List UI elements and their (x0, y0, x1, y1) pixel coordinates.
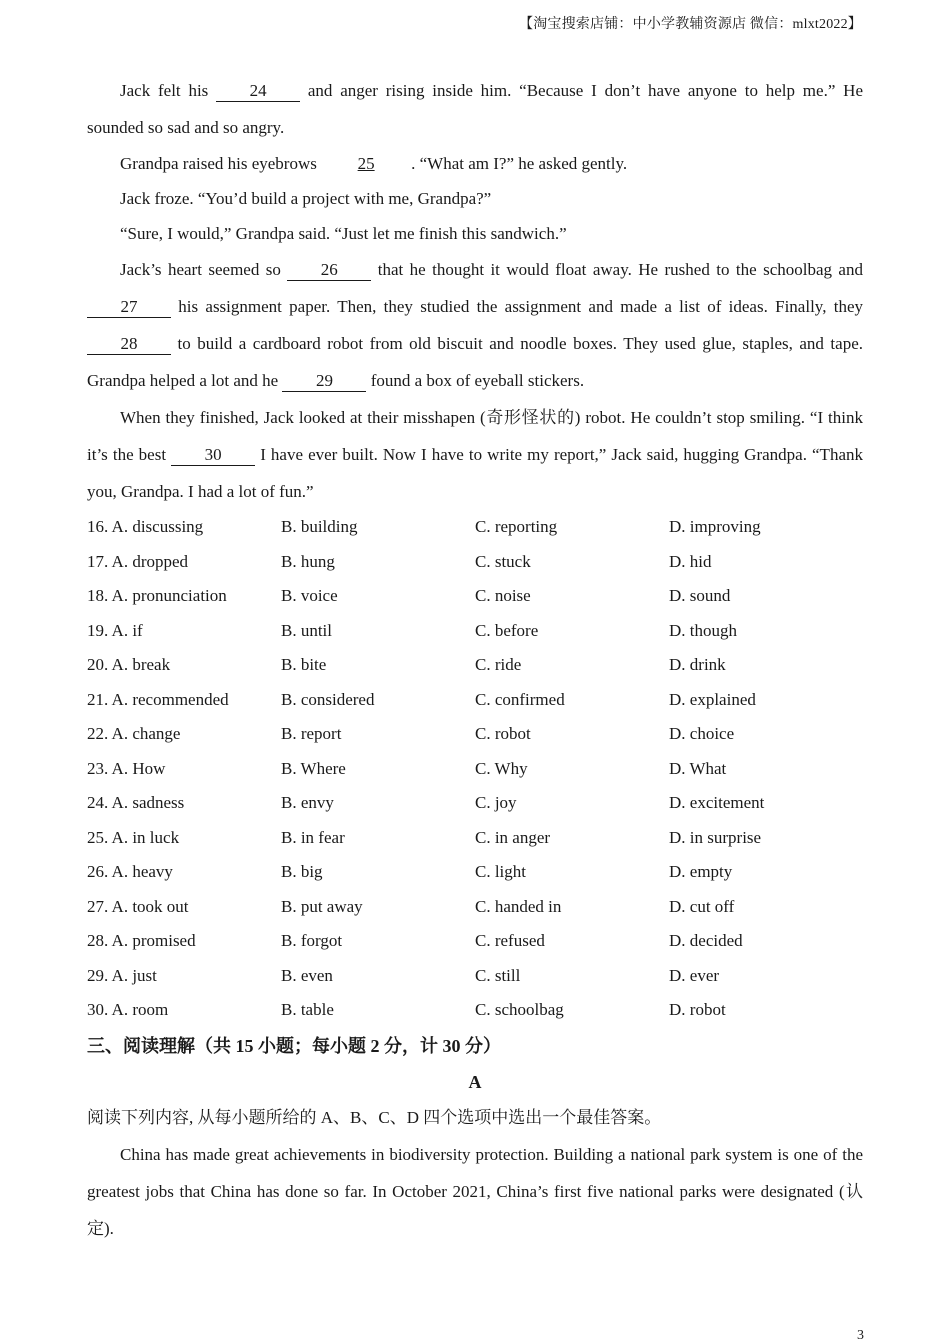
option-b: B. big (281, 862, 323, 881)
text-run: that he thought it would float away. He rushed to the schoolbag and (371, 260, 863, 279)
question-row (87, 959, 863, 994)
text-run: his assignment paper. Then, they studied the assignment and made a list of ideas. Finally, they (171, 297, 863, 316)
option-c: C. confirmed (475, 689, 565, 709)
option-d: D. hid (669, 551, 712, 571)
option-a: 23. A. How (87, 758, 166, 778)
text-run: to build a cardboard robot from old biscuit and noodle boxes. They used glue, staples, and tape. Grandpa helped a lot and he (87, 334, 863, 390)
option-d: D. cut off (669, 896, 735, 916)
text-run: and anger rising inside him. “Because I don’t have anyone to help me.” He sounded so sad and so angry. (87, 81, 863, 137)
option-a: 21. A. recommended (87, 689, 229, 709)
reading-paragraph: China has made great achievements in biodiversity protection. Building a national park system is one of the greatest jobs that China has done so far. In October 2021, China’s first five national parks were designated (认定). (87, 1144, 863, 1238)
question-row (87, 717, 863, 752)
passage-paragraph-3: Jack froze. “You’d build a project with me, Grandpa?” (120, 189, 492, 208)
question-row (87, 786, 863, 821)
blank-25: 25 (357, 154, 375, 173)
passage-paragraph-5 (87, 251, 863, 399)
text-run: Jack felt his (120, 81, 217, 100)
question-row (87, 510, 863, 545)
option-b: B. building (281, 517, 358, 536)
page-content (87, 72, 863, 1247)
option-c: C. Why (475, 758, 528, 778)
option-c: C. before (475, 620, 539, 640)
option-d: D. though (669, 620, 737, 640)
option-c: C. handed in (475, 896, 562, 916)
option-d: D. What (669, 758, 727, 778)
option-c: C. in anger (475, 827, 551, 847)
option-a: 24. A. sadness (87, 793, 185, 812)
option-b: B. put away (281, 896, 363, 916)
text-run: . “What am I?” he asked gently. (411, 154, 628, 173)
instruction-text: 阅读下列内容, 从每小题所给的 A、B、C、D 四个选项中选出一个最佳答案。 (87, 1107, 662, 1127)
option-c: C. light (475, 862, 527, 881)
option-a: 29. A. just (87, 965, 157, 985)
passage-paragraph-6 (87, 399, 863, 510)
question-row (87, 924, 863, 959)
option-c: C. still (475, 965, 521, 985)
passage-paragraph-4: “Sure, I would,” Grandpa said. “Just let me finish this sandwich.” (120, 224, 567, 243)
question-row (87, 648, 863, 683)
option-a: 18. A. pronunciation (87, 586, 227, 605)
option-d: D. improving (669, 517, 761, 536)
option-c: C. ride (475, 655, 522, 674)
text-run: When they finished, Jack looked at their misshapen (奇形怪状的) robot. He couldn’t stop smiling. “I think it’s the best (87, 408, 863, 464)
option-c: C. reporting (475, 517, 558, 536)
part-heading: A (468, 1071, 482, 1092)
option-d: D. in surprise (669, 827, 762, 847)
option-b: B. considered (281, 689, 375, 709)
question-row (87, 683, 863, 718)
option-a: 28. A. promised (87, 931, 196, 950)
option-a: 16. A. discussing (87, 517, 204, 536)
option-a: 22. A. change (87, 724, 181, 743)
option-d: D. robot (669, 1000, 726, 1019)
section-title: 三、阅读理解（共 15 小题；每小题 2 分，计 30 分） (87, 1035, 501, 1056)
option-c: C. schoolbag (475, 1000, 564, 1019)
option-d: D. decided (669, 931, 743, 950)
text-run: Grandpa raised his eyebrows (120, 154, 322, 173)
text-run: I have ever built. Now I have to write my report,” Jack said, hugging Grandpa. “Thank you, Grandpa. I had a lot of fun.” (87, 445, 863, 501)
blank-27: 27 (87, 297, 171, 318)
option-d: D. excitement (669, 793, 765, 812)
option-d: D. empty (669, 862, 733, 881)
passage-paragraph-2 (87, 146, 863, 181)
option-b: B. voice (281, 586, 338, 605)
option-a: 17. A. dropped (87, 551, 189, 571)
text-run: found a box of eyeball stickers. (366, 371, 585, 390)
option-a: 19. A. if (87, 620, 143, 640)
option-a: 25. A. in luck (87, 827, 180, 847)
option-b: B. in fear (281, 827, 345, 847)
question-row (87, 579, 863, 614)
option-c: C. noise (475, 586, 531, 605)
question-options-list (87, 510, 863, 1028)
option-c: C. robot (475, 724, 531, 743)
blank-24: 24 (216, 81, 300, 102)
option-d: D. choice (669, 724, 735, 743)
question-row (87, 545, 863, 580)
blank-29: 29 (282, 371, 366, 392)
passage-paragraph-1 (87, 72, 863, 146)
option-b: B. forgot (281, 931, 343, 950)
option-b: B. report (281, 724, 342, 743)
option-d: D. drink (669, 655, 726, 674)
question-row (87, 614, 863, 649)
question-row (87, 890, 863, 925)
option-b: B. hung (281, 551, 335, 571)
option-b: B. envy (281, 793, 334, 812)
question-row (87, 821, 863, 856)
option-a: 26. A. heavy (87, 862, 173, 881)
option-c: C. stuck (475, 551, 531, 571)
option-a: 20. A. break (87, 655, 171, 674)
page-number: 3 (857, 1328, 864, 1343)
question-row (87, 855, 863, 890)
page-header: 【淘宝搜索店铺：中小学教辅资源店 微信：mlxt2022】 (519, 17, 862, 32)
option-d: D. explained (669, 689, 756, 709)
option-b: B. until (281, 620, 333, 640)
option-c: C. refused (475, 931, 545, 950)
question-row (87, 752, 863, 787)
option-a: 27. A. took out (87, 896, 189, 916)
blank-30: 30 (171, 445, 255, 466)
option-c: C. joy (475, 793, 517, 812)
option-b: B. Where (281, 758, 346, 778)
option-b: B. table (281, 1000, 334, 1019)
blank-28: 28 (87, 334, 171, 355)
blank-26: 26 (287, 260, 371, 281)
option-b: B. bite (281, 655, 327, 674)
option-b: B. even (281, 965, 333, 985)
option-a: 30. A. room (87, 1000, 169, 1019)
text-run: Jack’s heart seemed so (120, 260, 288, 279)
option-d: D. ever (669, 965, 720, 985)
option-d: D. sound (669, 586, 731, 605)
question-row (87, 993, 863, 1028)
